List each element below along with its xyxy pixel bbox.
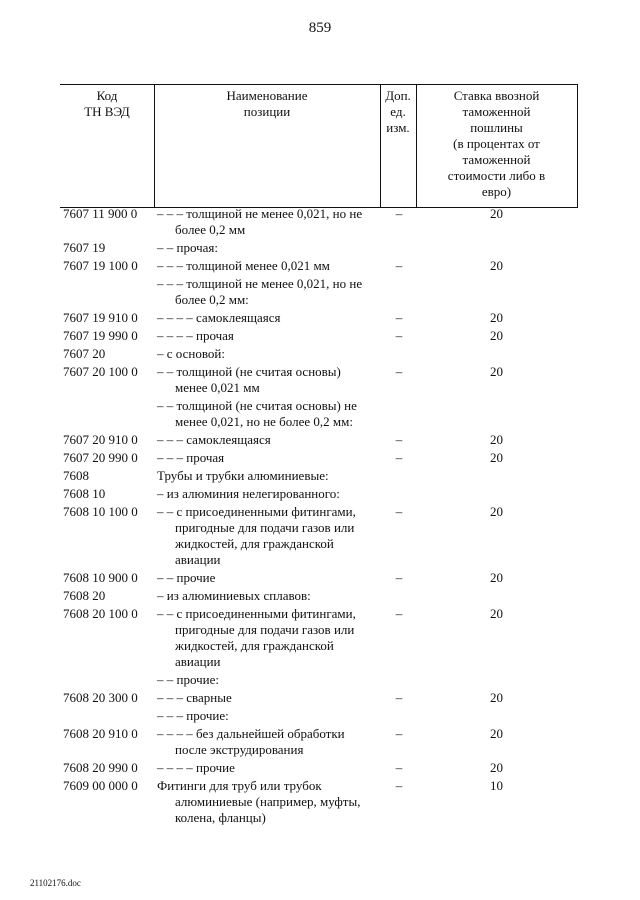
table-row — [60, 504, 578, 568]
header-line: стоимости либо в — [447, 168, 546, 183]
name-line: – – с присоединенными фитингами, — [157, 606, 356, 621]
name-line: – – – – без дальнейшей обработки — [157, 726, 345, 741]
rate-cell: 20 — [490, 432, 503, 447]
table-row — [60, 606, 578, 670]
name-cell — [157, 468, 383, 484]
name-line: – – – прочие: — [157, 708, 229, 723]
unit-cell: – — [395, 760, 403, 775]
table-row — [60, 276, 578, 308]
name-line: – – прочие: — [157, 672, 219, 687]
table-body — [60, 206, 578, 826]
name-line: менее 0,021, но не более 0,2 мм: — [175, 414, 353, 429]
name-cell — [157, 690, 383, 706]
name-cell — [157, 328, 383, 344]
name-line: – – – – прочие — [157, 760, 235, 775]
table-row — [60, 570, 578, 586]
code-cell: 7608 20 990 0 — [63, 760, 138, 775]
table-row — [60, 690, 578, 706]
unit-cell: – — [395, 570, 403, 585]
header-code — [60, 88, 154, 120]
code-cell: 7608 — [63, 468, 89, 483]
code-cell: 7607 20 — [63, 346, 106, 361]
unit-cell: – — [395, 328, 403, 343]
header-rate — [416, 88, 577, 200]
name-line: менее 0,021 мм — [175, 380, 260, 395]
name-cell — [157, 588, 383, 604]
header-line: пошлины — [470, 120, 523, 135]
header-line: таможенной — [462, 152, 531, 167]
header-line: Код — [96, 88, 118, 103]
unit-cell: – — [395, 726, 403, 741]
table-row — [60, 726, 578, 758]
name-line: – – – – прочая — [157, 328, 234, 343]
header-line: ед. — [390, 104, 406, 119]
name-line: – – с присоединенными фитингами, — [157, 504, 356, 519]
name-line: – – – – самоклеящаяся — [157, 310, 281, 325]
name-line: жидкостей, для гражданской — [175, 638, 334, 653]
code-cell: 7608 20 910 0 — [63, 726, 138, 741]
name-line: более 0,2 мм: — [175, 292, 249, 307]
unit-cell: – — [395, 206, 403, 221]
header-line: таможенной — [462, 104, 531, 119]
name-cell — [157, 606, 383, 670]
name-line: – – прочие — [157, 570, 216, 585]
header-line: (в процентах от — [453, 136, 540, 151]
rate-cell: 20 — [490, 206, 503, 221]
code-cell: 7607 20 910 0 — [63, 432, 138, 447]
name-cell — [157, 672, 383, 688]
name-line: – из алюминия нелегированного: — [157, 486, 340, 501]
unit-cell: – — [395, 310, 403, 325]
code-cell: 7608 10 — [63, 486, 106, 501]
rate-cell: 20 — [490, 258, 503, 273]
rate-cell: 20 — [490, 606, 503, 621]
header-line: позиции — [243, 104, 291, 119]
code-cell: 7608 20 300 0 — [63, 690, 138, 705]
table-row — [60, 364, 578, 396]
name-cell — [157, 778, 383, 826]
code-cell: 7608 10 100 0 — [63, 504, 138, 519]
name-cell — [157, 760, 383, 776]
table-row — [60, 468, 578, 484]
rate-cell: 20 — [490, 328, 503, 343]
code-cell: 7609 00 000 0 — [63, 778, 138, 793]
name-cell — [157, 486, 383, 502]
name-line: авиации — [175, 552, 221, 567]
rate-cell: 20 — [490, 504, 503, 519]
table-top-rule — [60, 84, 578, 85]
table-row — [60, 708, 578, 724]
rate-cell: 20 — [490, 726, 503, 741]
name-line: – – – сварные — [157, 690, 232, 705]
name-cell — [157, 504, 383, 568]
name-cell — [157, 276, 383, 308]
rate-cell: 20 — [490, 690, 503, 705]
table-row — [60, 310, 578, 326]
unit-cell: – — [395, 778, 403, 793]
name-line: – – толщиной (не считая основы) не — [157, 398, 357, 413]
table-row — [60, 486, 578, 502]
code-cell: 7608 20 — [63, 588, 106, 603]
rate-cell: 20 — [490, 310, 503, 325]
header-divider — [577, 84, 578, 207]
header-unit — [380, 88, 416, 136]
name-cell — [157, 310, 383, 326]
name-line: авиации — [175, 654, 221, 669]
table-row — [60, 432, 578, 448]
name-cell — [157, 726, 383, 758]
name-line: – – – толщиной не менее 0,021, но не — [157, 206, 363, 221]
table-row — [60, 346, 578, 362]
name-line: – – – прочая — [157, 450, 225, 465]
rate-cell: 20 — [490, 450, 503, 465]
name-cell — [157, 450, 383, 466]
footer-filename: 21102176.doc — [30, 878, 81, 888]
table-row — [60, 760, 578, 776]
header-line: евро) — [481, 184, 512, 199]
code-cell: 7607 19 990 0 — [63, 328, 138, 343]
table-row — [60, 672, 578, 688]
name-line: – – – самоклеящаяся — [157, 432, 271, 447]
name-cell — [157, 432, 383, 448]
name-line: – из алюминиевых сплавов: — [157, 588, 311, 603]
name-line: пригодные для подачи газов или — [175, 622, 355, 637]
name-line: Трубы и трубки алюминиевые: — [157, 468, 329, 483]
code-cell: 7607 19 100 0 — [63, 258, 138, 273]
header-line: Ставка ввозной — [453, 88, 540, 103]
rate-cell: 20 — [490, 364, 503, 379]
name-line: жидкостей, для гражданской — [175, 536, 334, 551]
name-cell — [157, 240, 383, 256]
name-line: – – прочая: — [157, 240, 219, 255]
unit-cell: – — [395, 364, 403, 379]
name-line: после экструдирования — [175, 742, 304, 757]
rate-cell: 10 — [490, 778, 503, 793]
unit-cell: – — [395, 432, 403, 447]
code-cell: 7607 19 — [63, 240, 106, 255]
name-cell — [157, 346, 383, 362]
name-cell — [157, 708, 383, 724]
name-cell — [157, 398, 383, 430]
unit-cell: – — [395, 606, 403, 621]
name-line: более 0,2 мм — [175, 222, 246, 237]
name-cell — [157, 206, 383, 238]
table-row — [60, 588, 578, 604]
code-cell: 7607 11 900 0 — [63, 206, 138, 221]
header-line: ТН ВЭД — [84, 104, 130, 119]
unit-cell: – — [395, 450, 403, 465]
table-row — [60, 398, 578, 430]
table-row — [60, 450, 578, 466]
name-line: пригодные для подачи газов или — [175, 520, 355, 535]
table-row — [60, 206, 578, 238]
table-row — [60, 778, 578, 826]
table-row — [60, 240, 578, 256]
name-line: – – – толщиной не менее 0,021, но не — [157, 276, 363, 291]
header-line: Наименование — [226, 88, 308, 103]
page-number: 859 — [308, 20, 332, 36]
name-line: алюминиевые (например, муфты, — [175, 794, 361, 809]
name-cell — [157, 364, 383, 396]
table-row — [60, 258, 578, 274]
unit-cell: – — [395, 690, 403, 705]
name-line: – – толщиной (не считая основы) — [157, 364, 341, 379]
code-cell: 7608 20 100 0 — [63, 606, 138, 621]
unit-cell: – — [395, 504, 403, 519]
rate-cell: 20 — [490, 760, 503, 775]
header-line: изм. — [386, 120, 410, 135]
header-name — [154, 88, 380, 120]
code-cell: 7607 19 910 0 — [63, 310, 138, 325]
code-cell: 7607 20 990 0 — [63, 450, 138, 465]
name-cell — [157, 258, 383, 274]
rate-cell: 20 — [490, 570, 503, 585]
table-row — [60, 328, 578, 344]
name-line: колена, фланцы) — [175, 810, 266, 825]
code-cell: 7607 20 100 0 — [63, 364, 138, 379]
name-line: Фитинги для труб или трубок — [157, 778, 322, 793]
name-line: – – – толщиной менее 0,021 мм — [157, 258, 330, 273]
code-cell: 7608 10 900 0 — [63, 570, 138, 585]
unit-cell: – — [395, 258, 403, 273]
header-line: Доп. — [385, 88, 411, 103]
name-line: – с основой: — [157, 346, 225, 361]
name-cell — [157, 570, 383, 586]
